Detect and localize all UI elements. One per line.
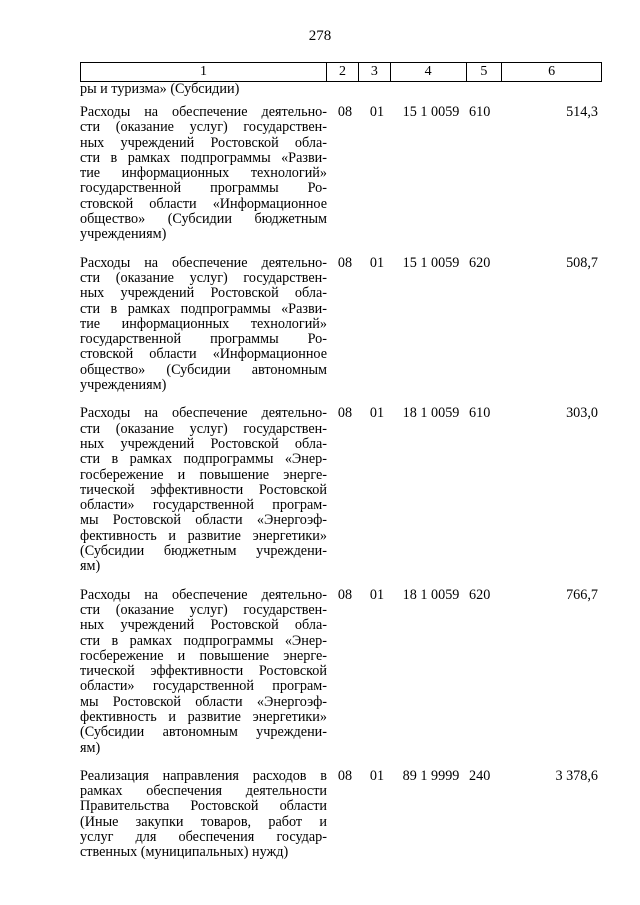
continuation-row (80, 82, 602, 105)
header-col-6: 6 (548, 64, 556, 79)
description-line: общество» (Субсидии автономным (80, 361, 327, 378)
table-header (80, 62, 602, 82)
row-description (80, 105, 327, 243)
page-number: 278 (308, 28, 332, 44)
row-description (80, 588, 327, 756)
description-line: ных учреждений Ростовской обла- (80, 617, 327, 634)
description-line: фективность и развитие энергетики» (80, 527, 327, 544)
expense-type-code: 610 (469, 104, 491, 120)
target-article-code: 18 1 0059 (402, 405, 460, 422)
description-line: ных учреждений Ростовской обла- (80, 285, 327, 302)
subsection-code: 01 (369, 586, 385, 603)
section-code: 08 (337, 254, 353, 271)
description-line: Правительства Ростовской области (80, 798, 327, 815)
section-code: 08 (337, 405, 353, 422)
table-row (80, 406, 602, 574)
expense-type-code: 610 (469, 405, 491, 422)
header-col-1: 1 (81, 63, 327, 81)
header-col-2: 2 (327, 63, 359, 81)
table-row (80, 256, 602, 394)
description-line: стовской области «Информационное (80, 195, 327, 212)
description-line: стовской области «Информационное (80, 346, 327, 363)
description-line: области» государственной програм- (80, 497, 327, 514)
target-article-code: 18 1 0059 (402, 586, 460, 603)
description-line: (Иные закупки товаров, работ и (80, 813, 327, 830)
description-line: учреждениям) (80, 377, 167, 394)
section-code: 08 (337, 767, 353, 784)
description-line: ных учреждений Ростовской обла- (80, 134, 327, 151)
description-line: Расходы на обеспечение деятельно- (80, 586, 327, 603)
description-line: госбережение и повышение энерге- (80, 647, 327, 664)
description-line: ственных (муниципальных) нужд) (80, 844, 289, 861)
description-line: фективность и развитие энергетики» (80, 708, 327, 725)
description-line: ных учреждений Ростовской обла- (80, 435, 327, 452)
subsection-code: 01 (369, 767, 385, 784)
expense-type-code: 620 (469, 254, 491, 271)
header-col-3: 3 (359, 63, 391, 81)
description-line: сти (оказание услуг) государствен- (80, 119, 327, 136)
description-line: сти в рамках подпрограммы «Энер- (80, 632, 327, 649)
description-line: услуг для обеспечения государ- (80, 829, 327, 846)
description-line: (Субсидии бюджетным учреждени- (80, 543, 327, 560)
description-line: ям) (80, 739, 101, 756)
amount: 766,7 (566, 586, 598, 603)
row-description (80, 769, 327, 861)
budget-table (80, 82, 602, 874)
amount: 3 378,6 (555, 767, 598, 784)
description-line: (Субсидии автономным учреждени- (80, 724, 327, 741)
target-article-code: 15 1 0059 (402, 104, 460, 120)
description-line: учреждениям) (80, 226, 167, 243)
section-code: 08 (337, 104, 353, 120)
expense-type-code: 240 (469, 767, 491, 784)
description-line: мы Ростовской области «Энергоэф- (80, 512, 327, 529)
subsection-code: 01 (369, 104, 385, 120)
description-line: Расходы на обеспечение деятельно- (80, 405, 327, 422)
target-article-code: 15 1 0059 (402, 254, 460, 271)
expense-type-code: 620 (469, 586, 491, 603)
description-line: Расходы на обеспечение деятельно- (80, 254, 327, 271)
description-line: сти (оказание услуг) государствен- (80, 601, 327, 618)
target-article-code: 89 1 9999 (402, 767, 460, 784)
amount: 514,3 (566, 104, 598, 120)
subsection-code: 01 (369, 405, 385, 422)
amount: 303,0 (566, 405, 598, 422)
header-col-5: 5 (467, 63, 503, 81)
description-line: области» государственной програм- (80, 678, 327, 695)
row-description (80, 406, 327, 574)
continuation-text: ры и туризма» (Субсидии) (80, 81, 240, 97)
description-line: государственной программы Ро- (80, 331, 327, 348)
description-line: Реализация направления расходов в (80, 767, 327, 784)
table-row (80, 769, 602, 861)
table-row (80, 105, 602, 243)
description-line: сти в рамках подпрограммы «Разви- (80, 149, 327, 166)
description-line: общество» (Субсидии бюджетным (80, 211, 327, 228)
table-row (80, 588, 602, 756)
description-line: рамках обеспечения деятельности (80, 783, 327, 800)
description-line: Расходы на обеспечение деятельно- (80, 104, 327, 120)
description-line: сти (оказание услуг) государствен- (80, 420, 327, 437)
description-line: сти (оказание услуг) государствен- (80, 269, 327, 286)
description-line: тие информационных технологий» (80, 165, 327, 182)
description-line: сти в рамках подпрограммы «Энер- (80, 451, 327, 468)
description-line: сти в рамках подпрограммы «Разви- (80, 300, 327, 317)
amount: 508,7 (566, 254, 598, 271)
description-line: госбережение и повышение энерге- (80, 466, 327, 483)
subsection-code: 01 (369, 254, 385, 271)
row-description (80, 256, 327, 394)
description-line: тической эффективности Ростовской (80, 663, 327, 680)
header-col-4: 4 (391, 63, 467, 81)
description-line: ям) (80, 558, 101, 575)
section-code: 08 (337, 586, 353, 603)
description-line: тической эффективности Ростовской (80, 481, 327, 498)
description-line: мы Ростовской области «Энергоэф- (80, 693, 327, 710)
description-line: тие информационных технологий» (80, 315, 327, 332)
description-line: государственной программы Ро- (80, 180, 327, 197)
